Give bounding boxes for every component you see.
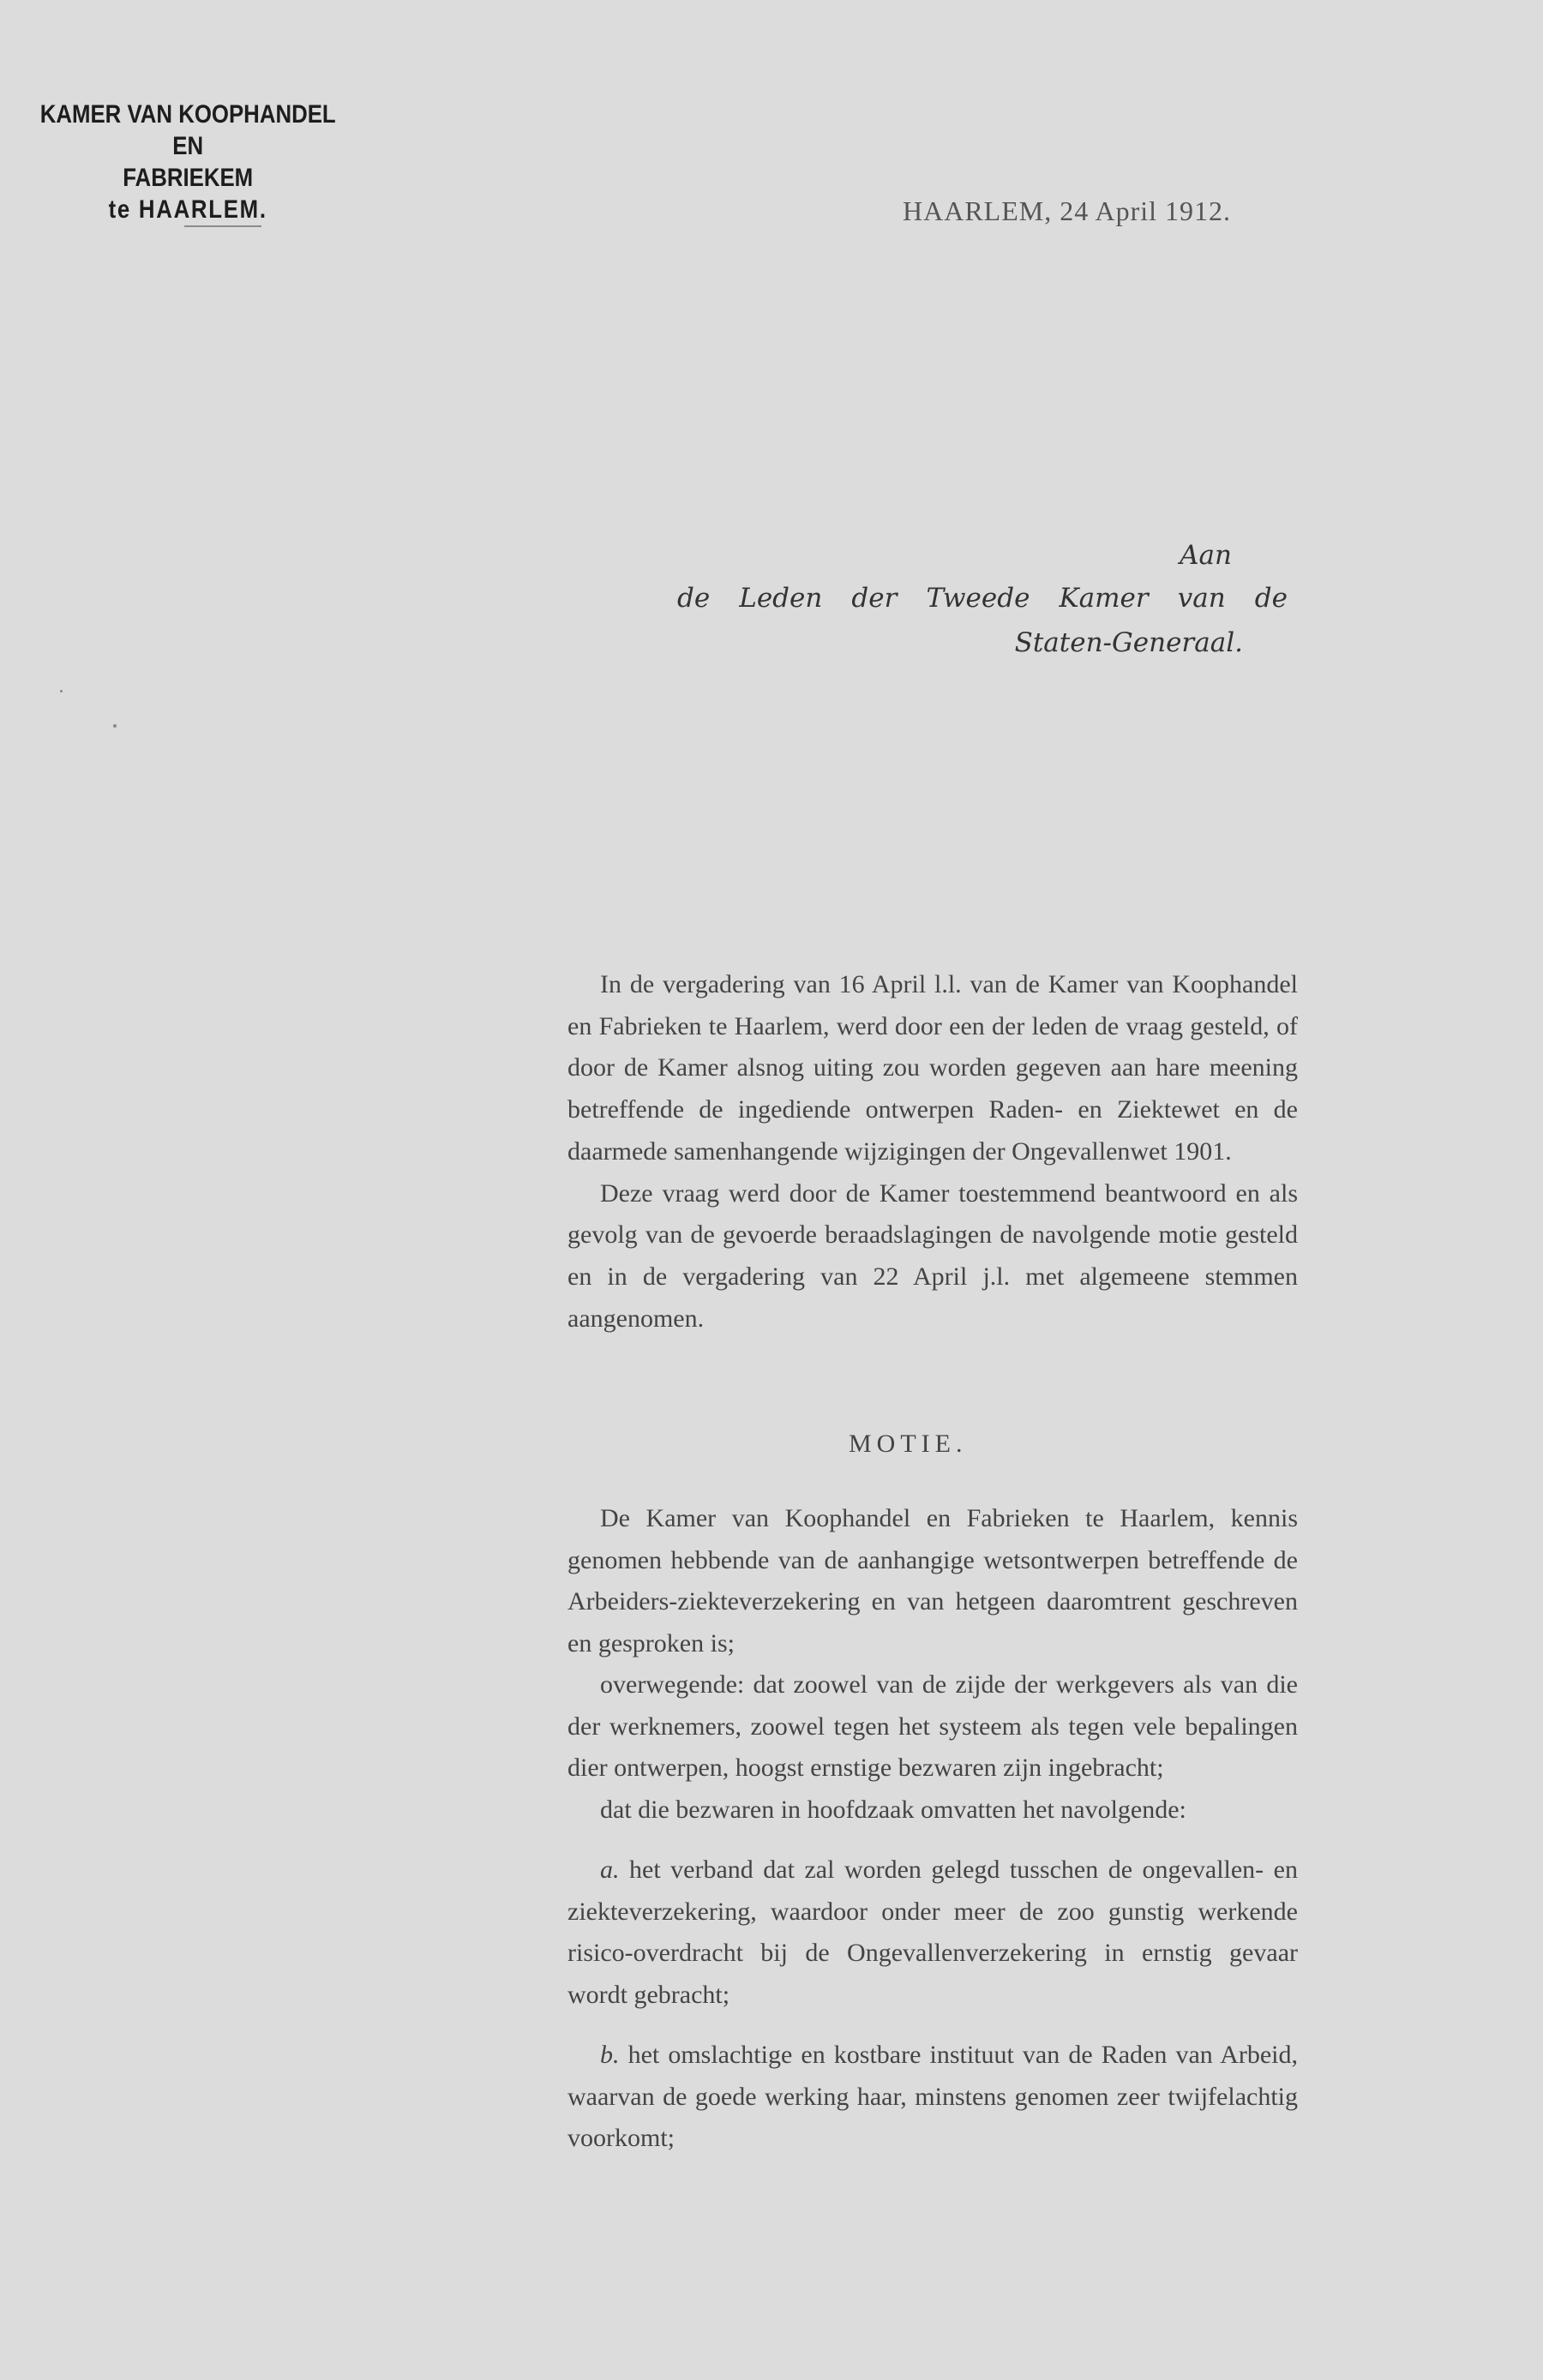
intro-paragraph-1: In de vergadering van 16 April l.l. van de Kamer van Koophandel en Fabrieken te Haarlem, werd door een der leden de vraag gesteld, of door de Kamer alsnog uiting zou worden gegeven aan hare meening betreffende de ingediende ontwerpen Raden- en Ziektewet en de daarmede samenhangende wijzigingen der Ongevallenwet 1901. [567, 970, 1298, 1166]
letterhead-divider [184, 225, 261, 227]
address-word: Kamer [1059, 583, 1149, 614]
motie-item-text: het omslachtige en kostbare instituut van de Raden van Arbeid, waarvan de goede werking haar, minstens genomen zeer twijfelachtig voorkomt; [567, 2041, 1298, 2152]
address-word: van [1177, 583, 1226, 614]
paper-speck [60, 690, 63, 692]
recipient-address [677, 540, 1288, 658]
address-word: de [1254, 583, 1288, 614]
motie-paragraph-1: De Kamer van Koophandel en Fabrieken te Haarlem, kennis genomen hebbende van de aanhangige wetsontwerpen betreffende de Arbeiders-ziekteverzekering en van hetgeen daaromtrent geschreven en gesproken is; [567, 1504, 1298, 1658]
address-body-name: Staten-Generaal. [1014, 627, 1243, 658]
motie-item-letter: b. [600, 2041, 620, 2069]
motie-heading: MOTIE. [849, 1430, 968, 1458]
paper-speck [113, 724, 117, 728]
letterhead-line-2: FABRIEKEM [123, 164, 254, 192]
address-word: Tweede [926, 583, 1030, 614]
letterhead [26, 99, 350, 225]
motie-paragraph-2: overwegende: dat zoowel van de zijde der werkgevers als van die der werknemers, zoowel tegen het systeem als tegen vele bepalingen dier ontwerpen, hoogst ernstige bezwaren zijn ingebracht; [567, 1670, 1298, 1782]
address-word: de [677, 583, 711, 614]
motie-item-b [567, 2035, 1298, 2160]
motie-paragraph-3: dat die bezwaren in hoofdzaak omvatten het navolgende: [600, 1795, 1186, 1824]
letterhead-line-1: KAMER VAN KOOPHANDEL EN [39, 100, 336, 160]
motie-item-a [567, 1849, 1298, 2016]
address-word: der [851, 583, 898, 614]
letter-body [567, 964, 1298, 1340]
letter-date: HAARLEM, 24 April 1912. [903, 195, 1231, 226]
address-recipients [677, 583, 1288, 614]
intro-paragraph-2: Deze vraag werd door de Kamer toestemmend beantwoord en als gevolg van de gevoerde beraadslagingen de navolgende motie gesteld en in de vergadering van 22 April j.l. met algemeene stemmen aangenomen. [567, 1178, 1298, 1333]
motie-item-letter: a. [600, 1855, 620, 1884]
address-salutation: Aan [1180, 540, 1232, 571]
address-word: Leden [739, 583, 823, 614]
letterhead-line-3: te HAARLEM. [108, 195, 267, 224]
motie-text [567, 1498, 1298, 2160]
motie-item-text: het verband dat zal worden gelegd tusschen de ongevallen- en ziekteverzekering, waardoor onder meer de zoo gunstig werkende risico-overdracht bij de Ongevallenverzekering in ernstig gevaar wordt gebracht; [567, 1855, 1298, 2009]
